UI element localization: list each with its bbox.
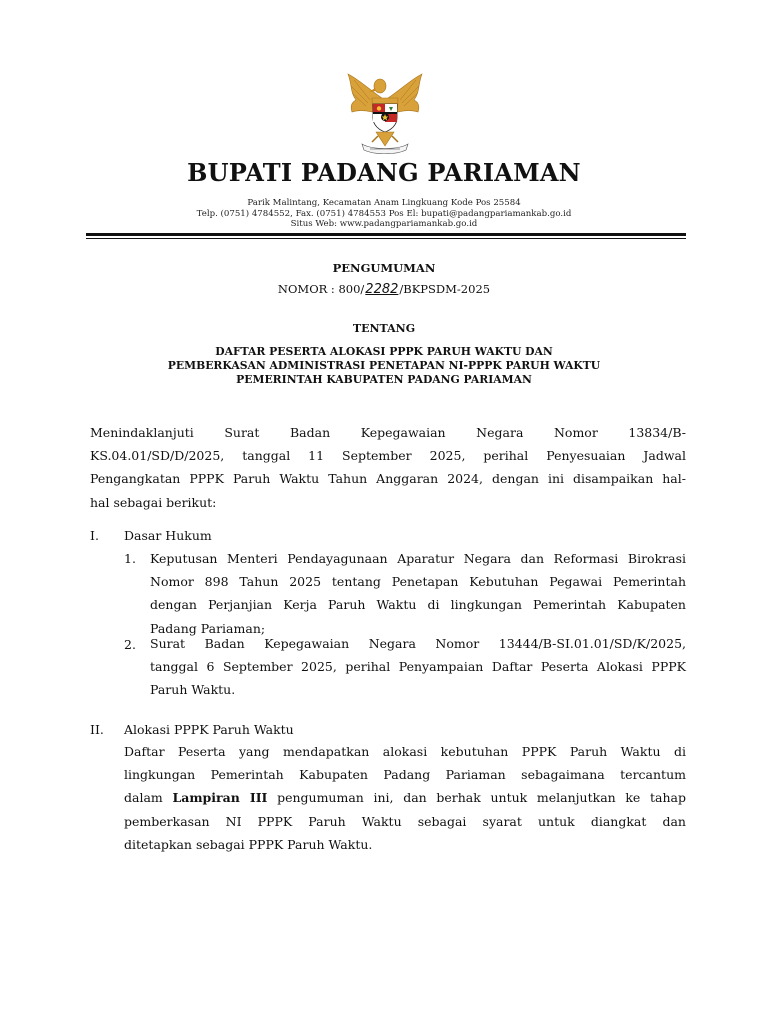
section-numeral: II. xyxy=(90,722,104,737)
list-marker: 1. xyxy=(124,551,136,566)
attachment-reference: Lampiran III xyxy=(172,790,268,806)
text-run: dalam xyxy=(124,790,173,806)
announcement-heading: PENGUMUMAN xyxy=(332,261,436,275)
announcement-subject xyxy=(0,345,768,387)
paragraph-line: tanggal 6 September 2025, perihal Penyampaian Daftar Peserta Alokasi PPPK xyxy=(150,659,686,675)
regent-title: BUPATI PADANG PARIAMAN xyxy=(187,158,581,187)
paragraph-line: Menindaklanjuti Surat Badan Kepegawaian Negara Nomor 13834/B- xyxy=(90,425,686,440)
paragraph-line: Pengangkatan PPPK Paruh Waktu Tahun Anggaran 2024, dengan ini disampaikan hal- xyxy=(90,471,686,487)
contact-line: Telp. (0751) 4784552, Fax. (0751) 4784553 Pos El: bupati@padangpariamankab.go.id xyxy=(196,208,572,219)
paragraph-line: Daftar Peserta yang mendapatkan alokasi kebutuhan PPPK Paruh Waktu di xyxy=(124,744,686,759)
paragraph-line: dengan Perjanjian Kerja Paruh Waktu di lingkungan Pemerintah Kabupaten xyxy=(150,597,686,613)
paragraph-line: Nomor 898 Tahun 2025 tentang Penetapan Kebutuhan Pegawai Pemerintah xyxy=(150,574,686,590)
number-prefix: NOMOR : 800/ xyxy=(277,282,365,296)
letterhead-address xyxy=(0,198,768,230)
legal-basis-item xyxy=(150,632,686,702)
text-run: pengumuman ini, dan berhak untuk melanjutkan ke tahap xyxy=(267,790,686,806)
website-line: Situs Web: www.padangpariamankab.go.id xyxy=(290,219,478,229)
paragraph-line xyxy=(124,786,686,809)
subject-line: DAFTAR PESERTA ALOKASI PPPK PARUH WAKTU DAN xyxy=(215,345,553,358)
allocation-paragraph xyxy=(124,740,686,856)
address-line: Parik Malintang, Kecamatan Anam Lingkuang Kode Pos 25584 xyxy=(247,198,521,208)
list-marker: 2. xyxy=(124,637,136,652)
paragraph-line: Keputusan Menteri Pendayagunaan Aparatur Negara dan Reformasi Birokrasi xyxy=(150,551,686,566)
legal-basis-item xyxy=(150,547,686,640)
intro-paragraph xyxy=(90,421,686,514)
paragraph-line: lingkungan Pemerintah Kabupaten Padang Pariaman sebagaimana tercantum xyxy=(124,767,686,783)
paragraph-line: pemberkasan NI PPPK Paruh Waktu sebagai syarat untuk diangkat dan xyxy=(124,813,686,829)
paragraph-line: Paruh Waktu. xyxy=(150,682,236,698)
paragraph-line: Padang Pariaman; xyxy=(150,620,266,636)
paragraph-line: hal sebagai berikut: xyxy=(90,494,217,510)
section-numeral: I. xyxy=(90,528,99,543)
subject-line: PEMBERKASAN ADMINISTRASI PENETAPAN NI-PPPK PARUH WAKTU xyxy=(167,359,601,372)
section-title: Dasar Hukum xyxy=(124,528,212,543)
announcement-number xyxy=(0,282,768,297)
garuda-emblem-icon xyxy=(342,70,428,160)
number-suffix: /BKPSDM-2025 xyxy=(399,282,491,296)
section-title: Alokasi PPPK Paruh Waktu xyxy=(124,722,294,737)
paragraph-line: KS.04.01/SD/D/2025, tanggal 11 September 2025, perihal Penyesuaian Jadwal xyxy=(90,448,686,464)
letterhead-divider-thick xyxy=(86,233,686,236)
about-heading: TENTANG xyxy=(352,322,416,335)
subject-line: PEMERINTAH KABUPATEN PADANG PARIAMAN xyxy=(236,373,532,386)
paragraph-line: Surat Badan Kepegawaian Negara Nomor 13444/B-SI.01.01/SD/K/2025, xyxy=(150,636,686,651)
number-handwritten: 2282 xyxy=(365,282,399,297)
letterhead-divider-thin xyxy=(86,238,686,239)
paragraph-line: ditetapkan sebagai PPPK Paruh Waktu. xyxy=(124,836,373,852)
